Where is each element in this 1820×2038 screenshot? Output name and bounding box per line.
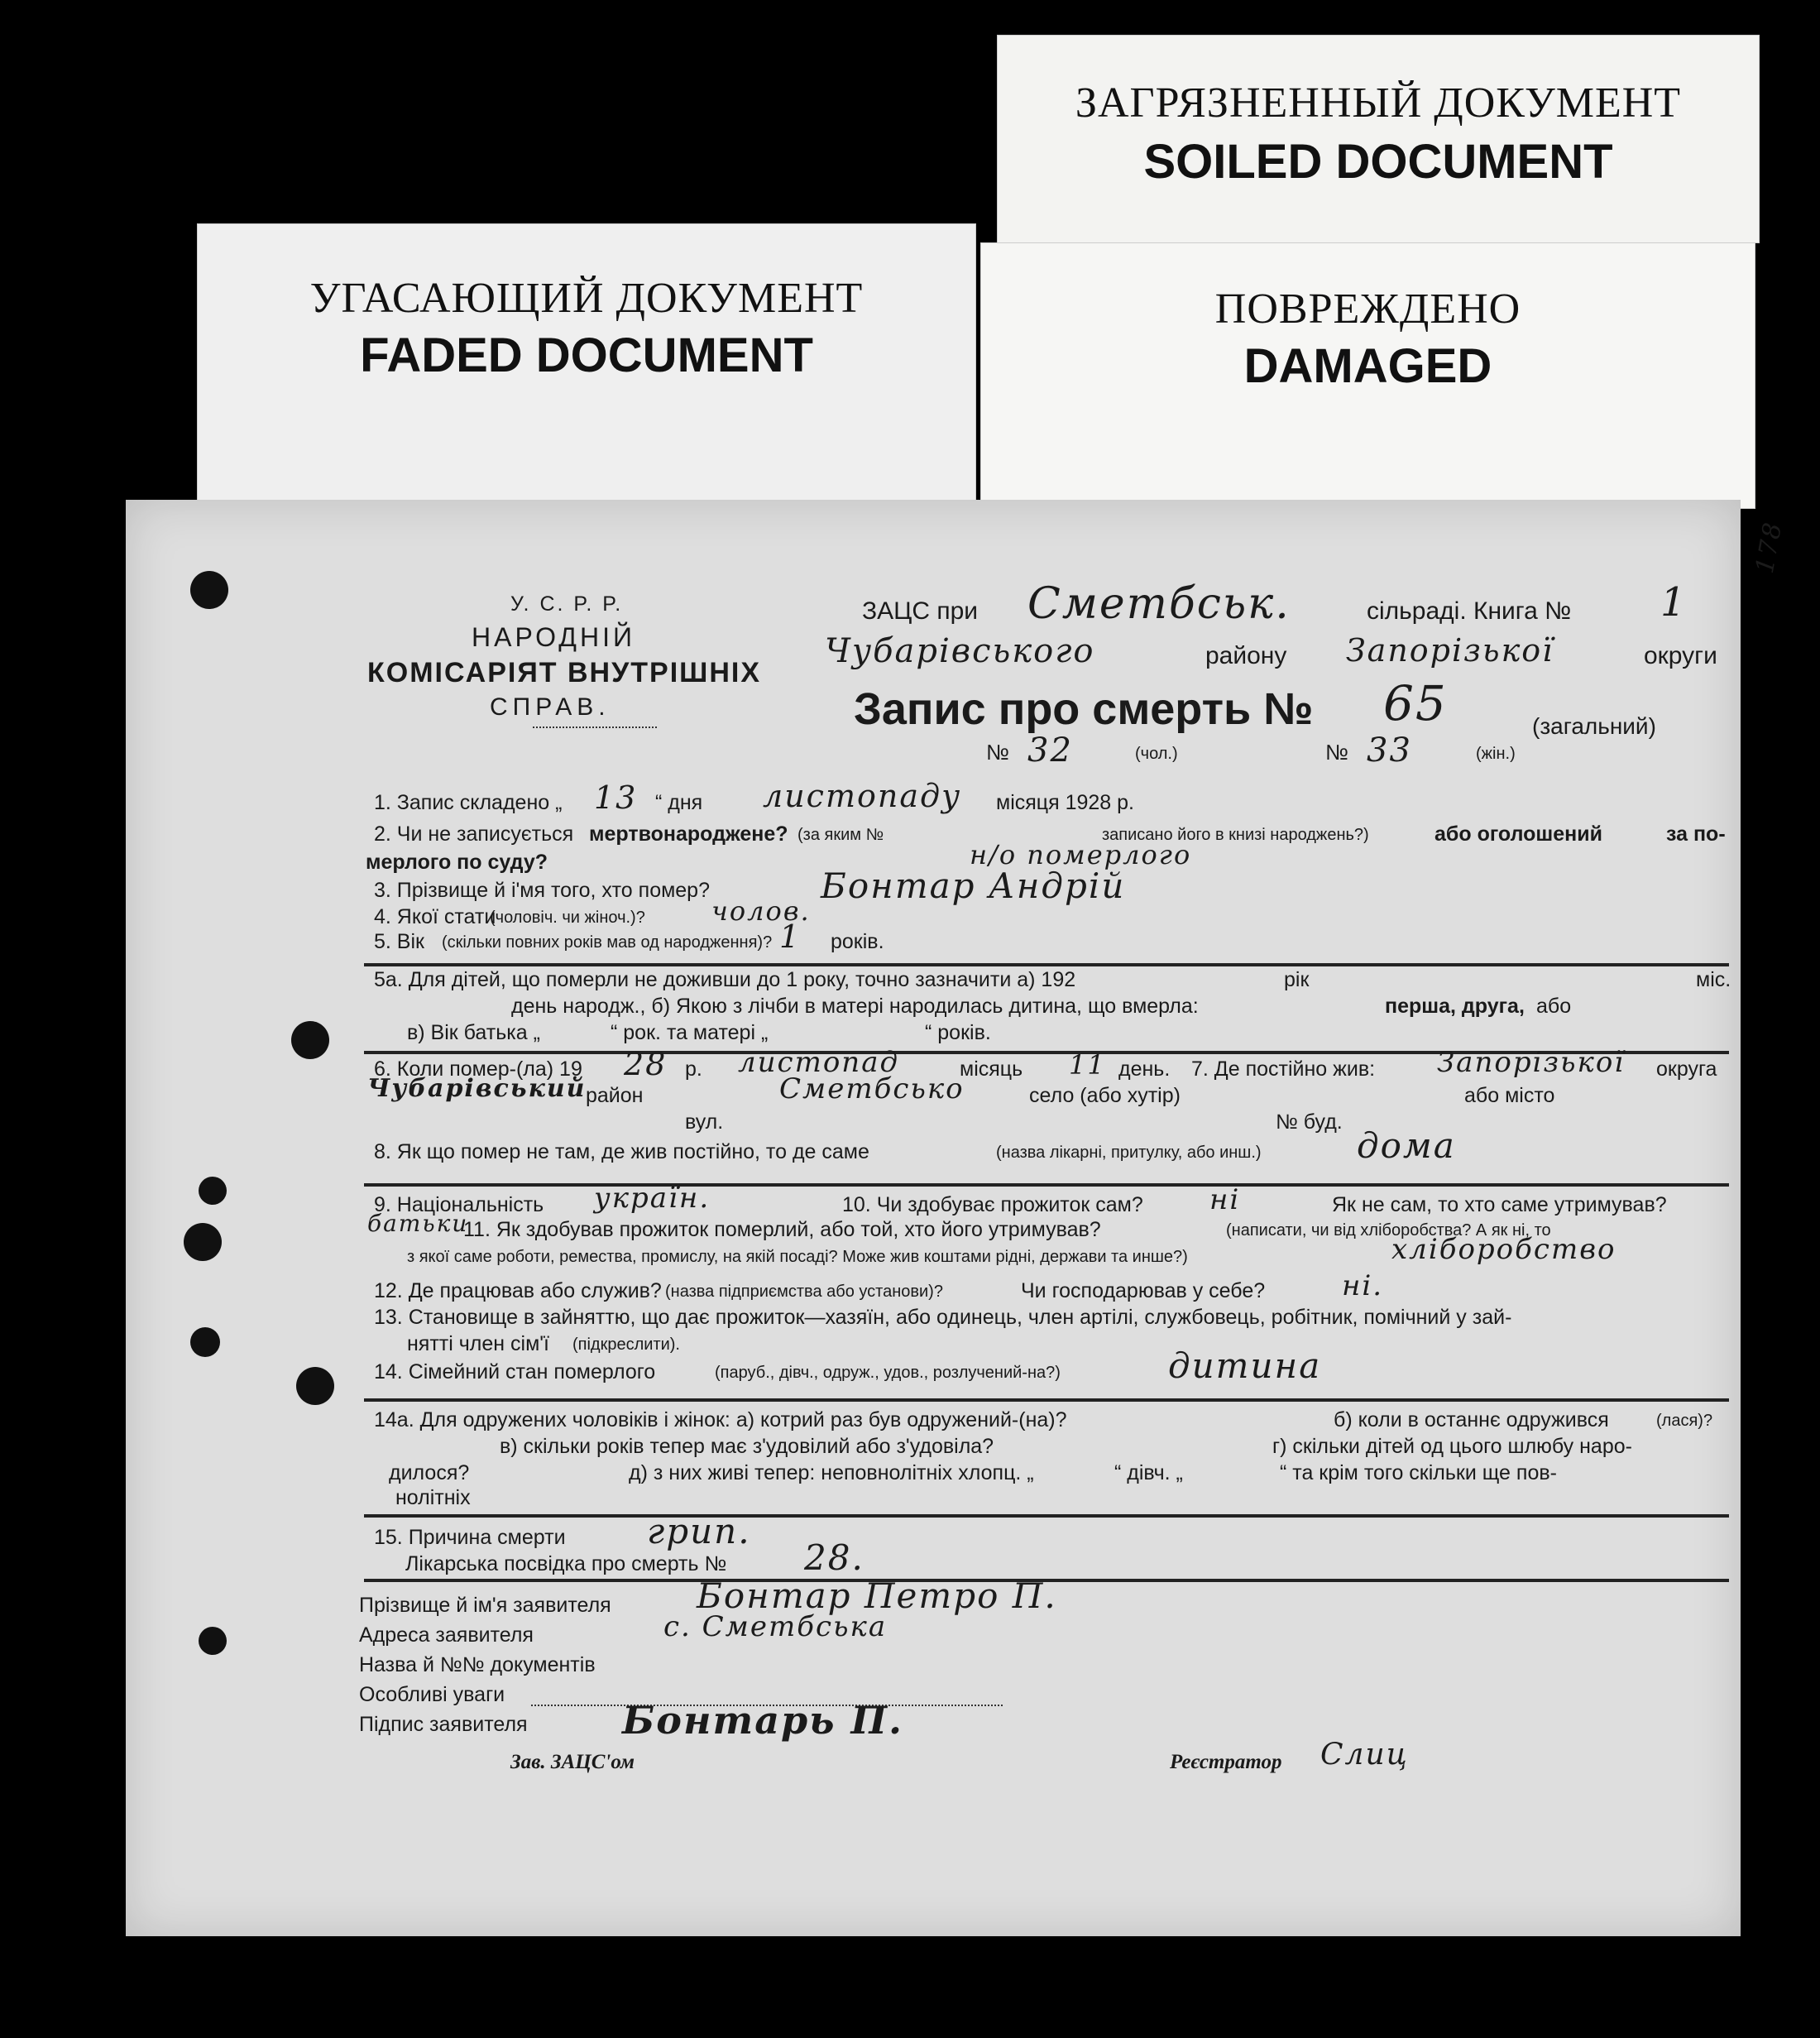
item7-selo: село (або хутір) [1029,1084,1181,1107]
item11-hint: (написати, чи від хліборобства? А як ні, то [1226,1221,1551,1240]
item9-label: 9. Національність [374,1193,544,1216]
item7-raion: район [586,1084,644,1107]
item2-label-c: (за яким № [797,826,884,844]
item5a-line1: 5а. Для дітей, що померли не доживши до 1 року, точно зазначити а) 192 [374,968,1076,991]
registrar-label: Реєстратор [1170,1751,1282,1773]
soiled-document-card [997,35,1760,243]
item6-day: 11 [1069,1049,1106,1081]
item9-value: україн. [594,1182,711,1215]
item8-label: 8. Як що помер не там, де жив постійно, то де саме [374,1140,869,1163]
signature-label: Підпис заявителя [359,1713,528,1736]
item10-tail: Як не сам, то хто саме утримував? [1332,1193,1667,1216]
item10-label: 10. Чи здобуває прожиток сам? [842,1193,1143,1216]
okrug-value: Запорізької [1346,632,1554,669]
item11-value-b: хліборобство [1391,1233,1616,1266]
item6-mis: місяць [960,1057,1023,1081]
org-line3: КОМІСАРІЯТ ВНУТРІШНІХ [367,657,761,688]
punch-hole [199,1177,227,1205]
applicant-value: Бонтар Петро П. [697,1575,1057,1616]
documents-label: Назва й №№ документів [359,1653,596,1676]
item8-hint: (назва лікарні, притулку, або инш.) [996,1144,1262,1162]
item14a-line3c: “ дівч. „ [1114,1461,1183,1484]
record-title: Запис про смерть № [854,684,1314,734]
item5-label: 5. Вік [374,930,424,953]
female-number: 33 [1367,731,1412,770]
item7-village: Сметбсько [779,1072,965,1105]
item5a-mis: міс. [1696,968,1731,991]
punch-hole [296,1367,334,1405]
item12-tail: Чи господарював у себе? [1021,1279,1266,1302]
item3-label: 3. Прізвище й і'мя того, хто помер? [374,879,710,902]
item12-value: ні. [1342,1269,1384,1302]
item5a-line2b: перша, друга, [1385,995,1525,1018]
head-zags-label: Зав. ЗАЦС'ом [510,1751,635,1773]
item14a-line1b: б) коли в останнє одружився [1334,1408,1609,1431]
item14-label: 14. Сімейний стан померлого [374,1360,656,1383]
item2-label-a: 2. Чи не записується [374,822,574,846]
damaged-label-ru: ПОВРЕЖДЕНО [1214,285,1521,333]
council-label: сільраді. Книга № [1367,597,1572,625]
section-divider [364,1398,1729,1402]
item5a-line3: в) Вік батька „ [407,1021,540,1044]
item10-value: ні [1209,1183,1241,1216]
damaged-label-en: DAMAGED [1243,339,1492,393]
applicant-label: Прізвище й ім'я заявителя [359,1594,611,1617]
page-number: 178 [1750,519,1789,576]
item14a-line2a: в) скільки років тепер має з'удовілий або з'удовіла? [500,1435,994,1458]
item5a-rik: рік [1284,968,1310,991]
punch-hole [190,571,228,609]
item4-label: 4. Якої стати [374,905,496,928]
item7-district: Чубарівський [367,1074,587,1103]
item5a-line2a: день народж., б) Якою з лічби в матері народилась дитина, що вмерла: [511,995,1199,1018]
org-line1: У. С. Р. Р. [510,592,624,616]
item13-hint: (підкреслити). [572,1335,680,1354]
male-label: (чол.) [1135,745,1178,763]
item11-hint2: з якої саме роботи, ремества, промислу, на якій посаді? Може жив коштами рідні, держави та инше?) [407,1248,1188,1266]
district-label: району [1205,642,1287,669]
registrar-signature: Слиц [1320,1738,1409,1772]
punch-hole [291,1021,329,1059]
org-line2: НАРОДНІЙ [472,622,635,652]
section-divider [364,963,1729,966]
village-value: Сметбськ. [1027,579,1291,629]
item14a-line3a: дилося? [389,1461,470,1484]
female-label: (жін.) [1476,745,1516,763]
item2-label-d: записано його в книзі народжень?) [1102,826,1369,844]
district-value: Чубарівського [825,632,1095,670]
item6-label: 6. Коли помер-(ла) 19 [374,1057,582,1081]
org-line4: СПРАВ. [490,693,611,721]
male-no-sign: № [986,740,1009,765]
section-divider [364,1183,1729,1187]
item2-label-f: за по- [1666,822,1726,846]
soiled-label-ru: ЗАГРЯЗНЕННЫЙ ДОКУМЕНТ [1075,79,1682,127]
punch-hole [199,1627,227,1655]
item7-abo-misto: або місто [1464,1084,1555,1107]
book-number: 1 [1660,579,1688,626]
item1-day: 13 [594,779,638,816]
item5-hint: (скільки повних років мав од народження)? [442,933,773,952]
death-record-sheet [126,500,1789,1936]
item5-tail: років. [831,930,884,953]
item14a-line3d: “ та крім того скільки ще пов- [1280,1461,1557,1484]
item4-hint: (чоловіч. чи жіноч.)? [490,909,645,927]
punch-hole [190,1327,220,1357]
item14a-line4: нолітніх [395,1486,471,1509]
item12-hint: (назва підприємства або установи)? [665,1283,943,1301]
item1-label: 1. Запис складено „ [374,791,563,814]
item5a-line3b: “ рок. та матері „ [611,1021,769,1044]
item6-r: р. [685,1057,702,1081]
zags-label: ЗАЦС при [862,597,979,625]
record-general-label: (загальний) [1532,713,1656,739]
item14a-line1c: (лася)? [1656,1412,1713,1430]
male-number: 32 [1027,731,1073,770]
item7-okrug: Запорізької [1437,1046,1626,1079]
faded-document-card [197,223,976,506]
item15-cert-label: Лікарська посвідка про смерть № [405,1552,727,1575]
item4-value: чолов. [711,895,811,927]
soiled-label-en: SOILED DOCUMENT [1143,135,1613,189]
item6-year: 28 [624,1046,668,1082]
punch-hole [184,1223,222,1261]
item2-label-g: мерлого по суду? [366,851,548,874]
item14a-line3b: д) з них живі тепер: неповнолітніх хлопц. „ [629,1461,1034,1484]
okrug-label: округи [1644,642,1717,669]
item3-value: Бонтар Андрій [821,866,1126,906]
item1-mid: “ дня [655,791,703,814]
item7-bud: № буд. [1276,1110,1343,1134]
item13-line2: нятті член сім'ї [407,1332,549,1355]
item7-vul: вул. [685,1110,724,1134]
item7-label: 7. Де постійно жив: [1191,1057,1376,1081]
item11-value-a: батьки [367,1210,469,1237]
item15-cert-number: 28. [804,1537,864,1578]
notes-label: Особливі уваги [359,1683,505,1706]
item15-label: 15. Причина смерти [374,1526,566,1549]
item14-hint: (паруб., дівч., одруж., удов., розлучений-на?) [715,1364,1061,1382]
item2-label-b: мертвонароджене? [589,822,788,846]
item7-okruga: округа [1656,1057,1717,1081]
damaged-card [980,242,1755,509]
item14a-line1a: 14а. Для одружених чоловіків і жінок: а) котрий раз був одружений-(на)? [374,1408,1067,1431]
item13-line1: 13. Становище в зайняттю, що дає прожиток—хазяїн, або одинець, член артілі, службовець, робітник, помічний у зай- [374,1306,1512,1329]
item6-den: день. [1118,1057,1171,1081]
address-label: Адреса заявителя [359,1623,534,1647]
item5a-line3c: “ років. [925,1021,991,1044]
item2-value: н/о померлого [970,839,1192,870]
section-divider [364,1514,1729,1518]
item2-label-e: або оголошений [1434,822,1602,846]
address-value: с. Сметбська [663,1610,888,1643]
faded-label-ru: УГАСАЮЩИЙ ДОКУМЕНТ [309,275,864,322]
item12-label: 12. Де працював або служив? [374,1279,662,1302]
item5-value: 1 [779,918,802,955]
faded-label-en: FADED DOCUMENT [360,328,813,382]
applicant-signature: Бонтарь П. [622,1698,904,1743]
org-underline [533,726,657,728]
item1-tail: місяця 1928 р. [996,791,1134,814]
female-no-sign: № [1325,740,1348,765]
item14-value: дитина [1168,1345,1322,1386]
item1-month: листопаду [763,778,962,814]
record-number: 65 [1383,675,1448,731]
item8-value: дома [1357,1125,1456,1166]
item6-month: листопад [738,1046,900,1079]
item15-value: грип. [647,1511,751,1551]
item14a-line2b: г) скільки дітей од цього шлюбу наро- [1272,1435,1632,1458]
item5a-line2c: або [1536,995,1572,1018]
item11-label: 11. Як здобував прожиток померлий, або той, хто його утримував? [463,1218,1101,1241]
